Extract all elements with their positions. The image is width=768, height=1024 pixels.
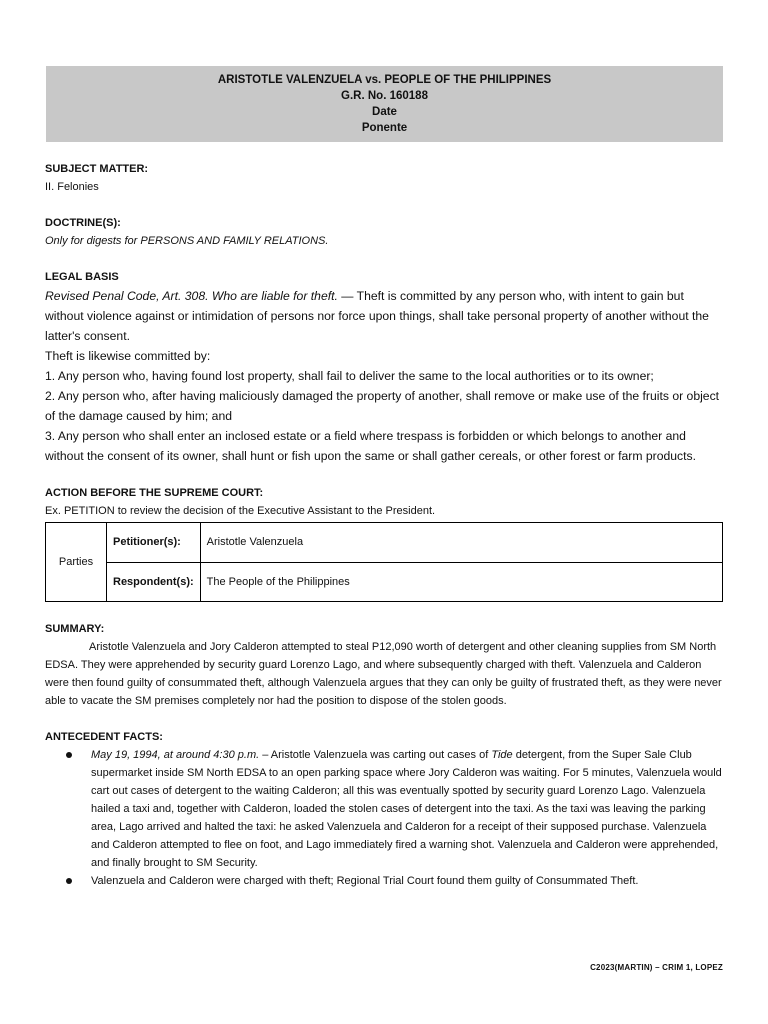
summary-section	[45, 620, 725, 710]
doctrines-section	[45, 214, 725, 250]
bullet-icon	[66, 752, 72, 758]
legal-basis-item: 3. Any person who shall enter an inclosed estate or a field where trespass is forbidden or which belongs to another and without the consent of its owner, shall hunt or fish upon the same or shall gather cereals, or other forest or farm products.	[45, 429, 697, 463]
legal-basis-citation: Revised Penal Code, Art. 308. Who are liable for theft.	[45, 289, 338, 303]
case-header	[46, 66, 723, 142]
parties-table	[45, 522, 723, 602]
legal-basis-item: 1. Any person who, having found lost property, shall fail to deliver the same to the local authorities or to its owner;	[45, 369, 654, 383]
respondent-label: Respondent(s):	[107, 562, 201, 602]
doctrines-label: DOCTRINE(S):	[45, 217, 121, 229]
fact-text: Valenzuela and Calderon were charged with theft; Regional Trial Court found them guilty of Consummated Theft.	[91, 875, 639, 887]
legal-basis-body: Theft is committed by any person who, with intent to gain but without violence against or intimidation of persons nor force upon things, shall take personal property of another without the latter's consent.	[45, 289, 709, 343]
fact-brand: Tide	[491, 749, 513, 761]
fact-text-part: detergent, from the Super Sale Club supermarket inside SM North EDSA to an open parking space where Jory Calderon was waiting. For 5 minutes, Valenzuela would cart out cases of detergent to the waiting Calderon; all this was eventually spotted by security guard Lorenzo Lago. Valenzuela hailed a taxi and, together with Calderon, loaded the stolen cases of detergent into the taxi. As the taxi was leaving the parking area, Lago arrived and halted the taxi: he asked Valenzuela and Calderon for a receipt of their supposed purchase. Valenzuela and Calderon attempted to flee on foot, and Lago immediately fired a warning shot. Valenzuela and Calderon were apprehended, and finally brought to SM Security.	[91, 749, 722, 869]
legal-basis-also: Theft is likewise committed by:	[45, 349, 211, 363]
subject-matter-value: II. Felonies	[45, 181, 99, 193]
petitioner-value: Aristotle Valenzuela	[200, 523, 722, 563]
page-footer: C2023(MARTIN) – CRIM 1, LOPEZ	[590, 963, 723, 972]
respondent-value: The People of the Philippines	[200, 562, 722, 602]
case-gr-number: G.R. No. 160188	[341, 90, 428, 102]
legal-basis-dash: —	[337, 289, 357, 303]
subject-matter-label: SUBJECT MATTER:	[45, 163, 149, 175]
legal-basis-label: LEGAL BASIS	[45, 271, 119, 283]
action-section	[45, 484, 725, 520]
action-value: Ex. PETITION to review the decision of the Executive Assistant to the President.	[45, 505, 436, 517]
subject-matter-section	[45, 160, 725, 196]
fact-item	[91, 746, 725, 872]
summary-text: Aristotle Valenzuela and Jory Calderon attempted to steal P12,090 worth of detergent and other cleaning supplies from SM North EDSA. They were apprehended by security guard Lorenzo Lago, and where subsequently charged with theft. Valenzuela and Calderon were then found guilty of consummated theft, although Valenzuela argues that they can only be guilty of frustrated theft, as they were never able to vacate the SM premises completely nor had the position to dispose of the stolen goods.	[45, 641, 722, 707]
document-body	[45, 160, 725, 890]
petitioner-label: Petitioner(s):	[107, 523, 201, 563]
fact-date: May 19, 1994, at around 4:30 p.m.	[91, 749, 260, 761]
legal-basis-text	[45, 286, 725, 466]
antecedent-facts-section	[45, 728, 725, 890]
legal-basis-article	[45, 286, 725, 346]
fact-item	[91, 872, 725, 890]
action-label: ACTION BEFORE THE SUPREME COURT:	[45, 487, 264, 499]
fact-text-part: – Aristotle Valenzuela was carting out cases of	[259, 749, 492, 761]
legal-basis-item: 2. Any person who, after having maliciously damaged the property of another, shall remove or make use of the fruits or object of the damage caused by him; and	[45, 389, 720, 423]
parties-label: Parties	[46, 523, 107, 602]
bullet-icon	[66, 878, 72, 884]
case-title: ARISTOTLE VALENZUELA vs. PEOPLE OF THE PHILIPPINES	[217, 74, 552, 86]
facts-list	[45, 746, 725, 890]
doctrines-value: Only for digests for PERSONS AND FAMILY RELATIONS.	[45, 235, 329, 247]
case-date: Date	[372, 106, 397, 118]
antecedent-facts-label: ANTECEDENT FACTS:	[45, 731, 163, 743]
legal-basis-section	[45, 268, 725, 466]
case-ponente: Ponente	[361, 122, 408, 134]
summary-label: SUMMARY:	[45, 623, 105, 635]
